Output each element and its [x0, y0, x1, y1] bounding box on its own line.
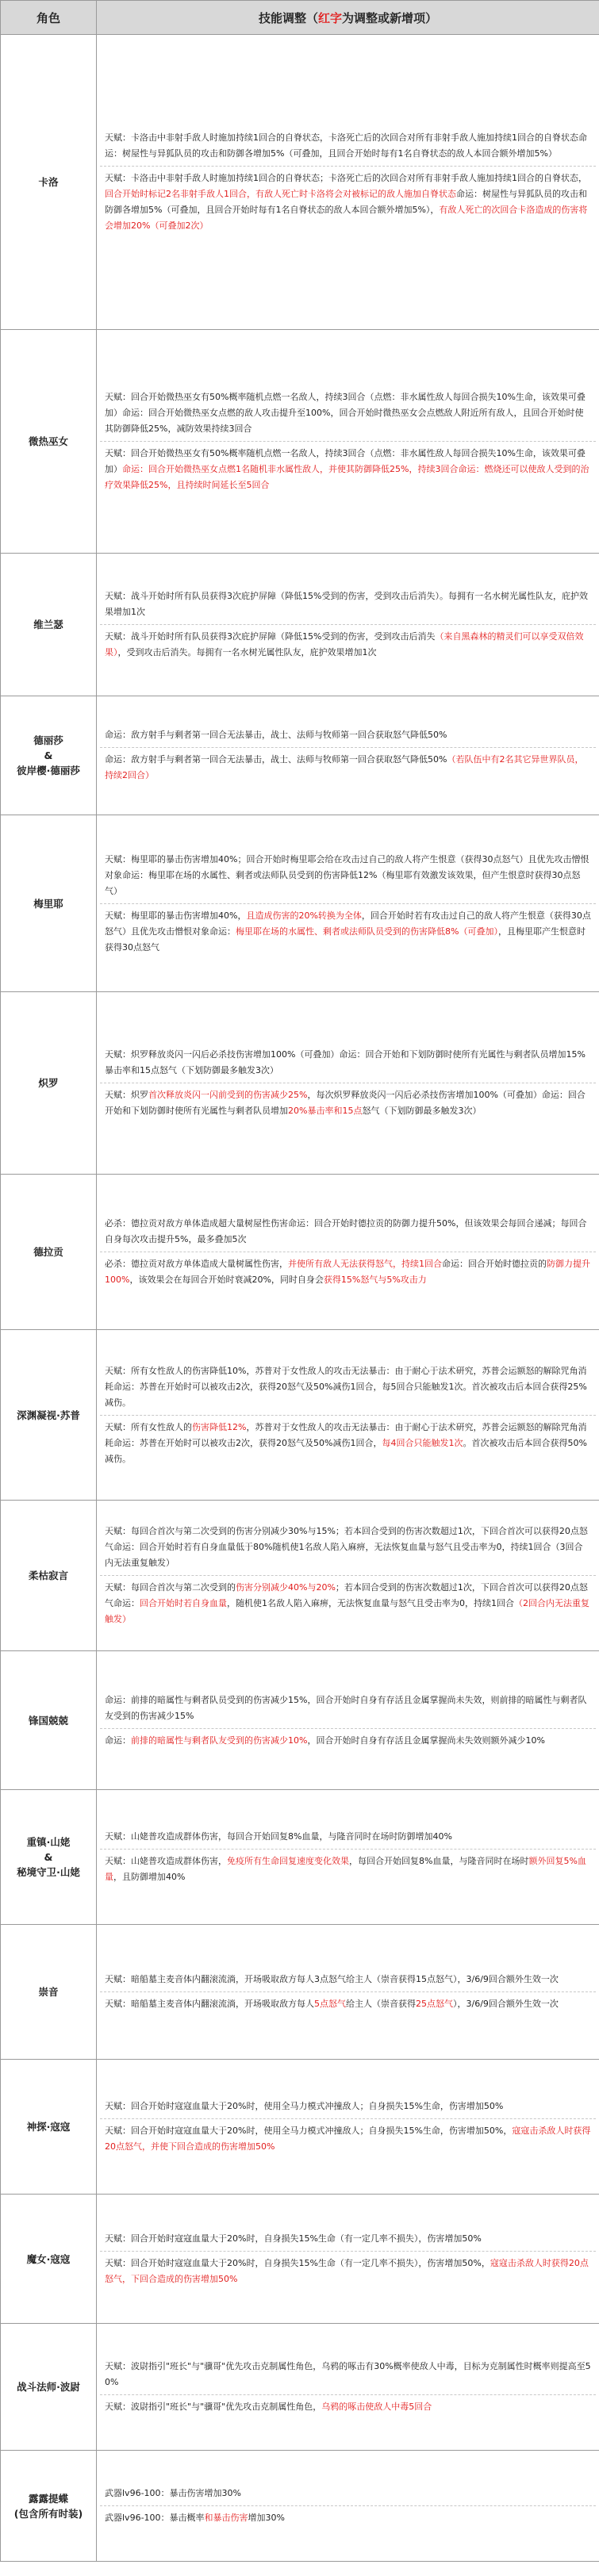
changed-text-segment: 伤害降低12%	[192, 1421, 247, 1432]
original-skill-text	[100, 1689, 596, 1728]
table-row	[1, 2324, 599, 2451]
skill-description-cell	[97, 1175, 599, 1330]
text-segment: 命运：树屋性与异狐队员的攻击和防御各增加5%（可叠加，且回合开始时每有1名自脊状态的敌人本回合额外增加5%）	[105, 132, 587, 159]
role-name-cell	[1, 815, 97, 992]
text-segment: 天赋：所有女性敌人的	[105, 1421, 192, 1432]
changed-text-segment: 前排的暗属性与剩者队友受到的伤害减少10%	[131, 1735, 308, 1746]
role-column-header: 角色	[1, 1, 97, 35]
adjusted-skill-text	[100, 903, 596, 960]
role-name-cell	[1, 1651, 97, 1790]
skill-description-cell	[97, 815, 599, 992]
text-segment: ，回合开始时若有攻击过自己的敌人将产生恨意（获得30点怒气）且优先攻击憎恨对象	[105, 910, 591, 937]
text-segment: ，苏普对于女性敌人的攻击无法暴击：由于耐心于法术研究，苏普会运额怒的解除咒角消耗	[105, 1421, 587, 1448]
changed-text-segment: 获得15%怒气与5%攻击力	[323, 1275, 427, 1285]
skill-description-cell	[97, 696, 599, 815]
original-skill-text	[100, 1359, 596, 1415]
table-row	[1, 2060, 599, 2195]
table-row	[1, 2451, 599, 2562]
table-row	[1, 696, 599, 815]
role-name: (包含所有时装)	[13, 2507, 83, 2520]
text-segment: 天赋：每回合首次与第二次受到的	[105, 1582, 236, 1593]
adjusted-skill-text	[100, 166, 596, 238]
text-segment: 天赋：战斗开始时所有队员获得3次庇护屏障（降低15%受到的伤害，受到攻击后消失）。每拥有一名水树光属性队友，庇护效果增加1次	[105, 591, 588, 617]
adjusted-skill-text	[100, 2505, 596, 2530]
text-segment: 天赋：回合开始微热巫女有50%概率随机点燃一名敌人，持续3回合（点燃：非水属性敌人每回合损失10%生命，该效果可叠加）	[105, 392, 586, 418]
skill-description-cell	[97, 992, 599, 1175]
changed-text-segment: 乌鸦的啄击使敌人中毒5回合	[321, 2402, 432, 2412]
original-skill-text	[100, 1212, 596, 1252]
skill-header-red-text: 红字	[317, 10, 342, 25]
text-segment: ；若本回合受到的伤害次数超过1次，下回合首次可以获得20点怒气	[105, 1582, 588, 1608]
table-row	[1, 1175, 599, 1330]
text-segment: 天赋：回合开始时寇寇血量大于20%时，自身损失15%生命（有一定几率不损失），伤害增加50%，	[105, 2257, 490, 2268]
skill-description-cell	[97, 330, 599, 554]
changed-text-segment: 梅里耶在场的水属性、剩者或法师队员受到的伤害降低8%（可叠加）	[236, 926, 498, 937]
skill-description-cell	[97, 2060, 599, 2195]
text-segment: 命运：前排的暗属性与剩者队员受到的伤害减少15%，回合开始时自身有存活且金属掌握尚未失效，则前排的暗属性与剩者队友受到的伤害减少15%	[105, 1694, 587, 1721]
text-segment: 必杀：德拉贡对敌方单体造成大量树属性伤害，	[105, 1259, 288, 1269]
adjusted-skill-text	[100, 1083, 596, 1123]
changed-text-segment: （若队伍中有2名其它异世界队员，持续2回合）	[105, 754, 584, 780]
adjusted-skill-text	[100, 1415, 596, 1471]
text-segment: 天赋：梅里耶的暴击伤害增加40%；回合开始时梅里耶会给在攻击过自己的敌人将产生恨意（获得30点怒气）且优先攻击憎恨对象	[105, 853, 589, 880]
role-name: 德丽莎	[33, 734, 63, 746]
text-segment: 命运：	[113, 1598, 140, 1608]
skill-description-cell	[97, 2324, 599, 2451]
skill-description-cell	[97, 554, 599, 696]
role-name-cell	[1, 1175, 97, 1330]
changed-text-segment: 寇寇击杀敌人时获得20点怒气，下回合造成的伤害增加50%	[105, 2257, 589, 2284]
text-segment: 天赋：暗船墓主麦音体内翻滚流淌，开场吸取敌方每人3点怒气给主人（崇音获得15点怒气），3/6/9回合额外生效一次	[105, 1974, 559, 1984]
changed-text-segment: 命运：燃烧还可以使敌人受到的治疗效果降低25%，且持续时间延长至5回合	[105, 464, 589, 490]
text-segment: 命运：回合开始微热巫女点燃的敌人攻击提升至100%，回合开始时微热巫女会点燃敌人附近所有敌人，且回合开始时使其防御降低25%，减防效果持续3回合	[105, 408, 584, 434]
text-segment: ），3/6/9回合额外生效一次	[453, 1999, 559, 2009]
text-segment: 天赋：所有女性敌人的伤害降低10%，苏普对于女性敌人的攻击无法暴击：由于耐心于法术研究，苏普会运额怒的解除咒角消耗	[105, 1365, 587, 1392]
original-skill-text	[100, 1968, 596, 1991]
text-segment: ，随机使1名敌人陷入麻痹，无法恢复血量与怒气且受击率为0，持续1回合	[227, 1598, 514, 1608]
text-segment: ，回合开始时自身有存活且金属掌握尚未失效则额外减少10%	[307, 1735, 545, 1746]
text-segment: 命运：苏普在开始时可以被攻击2次，获得20怒气及50%减伤1回合，每5回合只能触发1次。首次被攻击后本回合获得25%减伤。	[105, 1381, 587, 1408]
text-segment: 天赋：每回合首次与第二次受到的伤害分别减少30%与15%；若本回合受到的伤害次数超过1次，下回合首次可以获得20点怒气	[105, 1526, 588, 1552]
text-segment: 命运：	[209, 926, 236, 937]
text-segment: 天赋：卡洛击中非射手敌人时施加持续1回合的自脊状态；卡洛死亡后的次回合对所有非射手敌人施加持续1回合的自脊状态，	[105, 173, 587, 183]
original-skill-text	[100, 126, 596, 166]
role-name: 战斗法师·波尉	[17, 2381, 80, 2393]
changed-text-segment: 并使所有敌人无法获得怒气，持续1回合	[288, 1259, 442, 1269]
text-segment: 天赋：回合开始时寇寇血量大于20%时，使用全马力模式冲撞敌人；自身损失15%生命，伤害增加50%	[105, 2101, 504, 2111]
role-name-cell	[1, 2060, 97, 2195]
changed-text-segment: 和暴击伤害	[204, 2513, 248, 2523]
text-segment: 天赋：回合开始时寇寇血量大于20%时，使用全马力模式冲撞敌人；自身损失15%生命，伤害增加50%，	[105, 2126, 513, 2136]
adjusted-skill-text	[100, 1575, 596, 1631]
table-row	[1, 815, 599, 992]
role-name-cell	[1, 992, 97, 1175]
text-segment: 怒气（下划防御最多触发3次）	[362, 1106, 482, 1116]
text-segment: ，每回合开始回复8%血量，与隆音同时在场时	[349, 1856, 529, 1866]
adjusted-skill-text	[100, 1728, 596, 1753]
changed-text-segment: 寇寇击杀敌人时获得20点怒气，并使下回合造成的伤害增加50%	[105, 2126, 591, 2152]
table-row	[1, 35, 599, 330]
adjusted-skill-text	[100, 2251, 596, 2291]
table-row	[1, 992, 599, 1175]
text-segment: 给主人（崇音获得	[346, 1999, 416, 2009]
text-segment: 命运：回合开始和下划防御时使所有光属性与剩者队员增加	[105, 1090, 586, 1116]
role-name: 炽罗	[38, 1077, 59, 1089]
table-row	[1, 1790, 599, 1925]
role-name-cell	[1, 1330, 97, 1501]
original-skill-text	[100, 723, 596, 747]
text-segment: 天赋：波尉指引"班长"与"骥哥"优先攻击克制属性角色，乌鸦的啄击有30%概率使敌人中毒，目标为克制属性时概率则提高至50%	[105, 2361, 591, 2387]
text-segment: 天赋：波尉指引"班长"与"骥哥"优先攻击克制属性角色，	[105, 2402, 322, 2412]
text-segment: 。首次被攻击后本回合获得50%减伤。	[105, 1437, 587, 1464]
original-skill-text	[100, 2095, 596, 2118]
text-segment: 武器lv96-100：暴击概率	[105, 2513, 205, 2523]
skill-header-suffix: 为调整或新增项）	[342, 10, 438, 25]
changed-text-segment: 回合开始时标记2名非射手敌人1回合，有敌人死亡时卡洛将会对被标记的敌人施加自脊状态	[105, 189, 456, 199]
role-name: &	[44, 1851, 53, 1863]
skill-description-cell	[97, 1925, 599, 2060]
changed-text-segment: 命运：回合开始微热巫女点燃1名随机非水属性敌人，并使其防御降低25%，持续3回合	[122, 464, 459, 474]
adjusted-skill-text	[100, 1849, 596, 1889]
table-row	[1, 330, 599, 554]
role-name: 维兰瑟	[33, 619, 63, 631]
text-segment: 天赋：暗船墓主麦音体内翻滚流淌，开场吸取敌方每人	[105, 1999, 314, 2009]
table-row	[1, 1925, 599, 2060]
original-skill-text	[100, 2227, 596, 2251]
text-segment: 天赋：山姥普攻造成群体伤害，	[105, 1856, 227, 1866]
text-segment: 天赋：回合开始微热巫女有50%概率随机点燃一名敌人，持续3回合（点燃：非水属性敌人每回合损失10%生命，该效果可叠加）	[105, 448, 586, 474]
changed-text-segment: 有敌人死亡的次回合卡洛造成的伤害将会增加20%（可叠加2次）	[105, 205, 588, 231]
changed-text-segment: 防御力提升100%	[105, 1259, 590, 1285]
text-segment: 命运：树屋性与异狐队员的攻击和防御各增加5%（可叠加，且回合开始时每有1名自脊状态的敌人本回合额外增加5%），	[105, 189, 587, 215]
changed-text-segment: 免疫所有生命回复速度变化效果	[227, 1856, 349, 1866]
role-name: 重镇·山姥	[26, 1836, 71, 1848]
changed-text-segment: 25点怒气	[416, 1999, 453, 2009]
table-row	[1, 1651, 599, 1790]
adjusted-skill-text	[100, 2118, 596, 2159]
text-segment: 天赋：回合开始时寇寇血量大于20%时，自身损失15%生命（有一定几率不损失），伤害增加50%	[105, 2233, 482, 2244]
adjusted-skill-text	[100, 2394, 596, 2419]
text-segment: 天赋：战斗开始时所有队员获得3次庇护屏障（降低15%受到的伤害，受到攻击后消失	[105, 631, 436, 642]
role-name-cell	[1, 35, 97, 330]
skill-description-cell	[97, 1330, 599, 1501]
text-segment: 天赋：卡洛击中非射手敌人时施加持续1回合的自脊状态，卡洛死亡后的次回合对所有非射手敌人施加持续1回合的自脊状态	[105, 132, 578, 143]
text-segment: ，每次炽罗释放炎闪一闪后必杀技伤害增加100%（可叠加）	[307, 1090, 542, 1100]
role-name: 崇音	[38, 1986, 59, 1998]
original-skill-text	[100, 585, 596, 624]
adjusted-skill-text	[100, 1991, 596, 2016]
role-name-cell	[1, 554, 97, 696]
role-name-cell	[1, 2324, 97, 2451]
text-segment: 命运：敌方射手与剩者第一回合无法暴击，战士、法师与牧师第一回合获取怒气降低50%	[105, 730, 447, 740]
text-segment: 必杀：德拉贡对敌方单体造成超大量树屋性伤害	[105, 1218, 288, 1229]
table-row	[1, 1330, 599, 1501]
changed-text-segment: 回合开始时若自身血量	[140, 1598, 227, 1608]
text-segment: 天赋：山姥普攻造成群体伤害，每回合开始回复8%血量，与隆音同时在场时防御增加40%	[105, 1831, 452, 1842]
role-name: 德拉贡	[33, 1246, 63, 1258]
adjusted-skill-text	[100, 1252, 596, 1292]
changed-text-segment: 额外回复5%血量	[105, 1856, 586, 1882]
changed-text-segment: （2回合内无法重复触发）	[105, 1598, 589, 1624]
role-name-cell	[1, 696, 97, 815]
original-skill-text	[100, 848, 596, 903]
text-segment: 命运：回合开始时德拉贡的防御力提升50%，但该效果会每回合递减；每回合自身每次攻击提升5%，最多叠加5次	[105, 1218, 587, 1244]
changed-text-segment: 伤害分别减少40%与20%	[236, 1582, 336, 1593]
skill-description-cell	[97, 1501, 599, 1651]
original-skill-text	[100, 1825, 596, 1849]
original-skill-text	[100, 1520, 596, 1575]
changed-text-segment: 且造成伤害的20%转换为全体	[246, 910, 362, 921]
table-row	[1, 554, 599, 696]
text-segment: ，该效果会在每回合开始时衰减20%，同时自身会	[129, 1275, 324, 1285]
table-row	[1, 2195, 599, 2324]
adjusted-skill-text	[100, 441, 596, 497]
original-skill-text	[100, 385, 596, 441]
text-segment: 天赋：炽罗	[105, 1090, 148, 1100]
role-name: 梅里耶	[33, 897, 63, 910]
text-segment: 天赋：炽罗释放炎闪一闪后必杀技伤害增加100%（可叠加）	[105, 1049, 340, 1060]
text-segment: 命运：	[105, 1735, 131, 1746]
original-skill-text	[100, 2355, 596, 2394]
skill-description-cell	[97, 1790, 599, 1925]
changed-text-segment: 20%暴击率和15点	[288, 1106, 363, 1116]
skill-header-prefix: 技能调整（	[258, 10, 318, 25]
table-row	[1, 1501, 599, 1651]
changed-text-segment: 首次释放炎闪一闪前受到的伤害减少25%	[148, 1090, 308, 1100]
skill-column-header	[97, 1, 599, 35]
role-name-cell	[1, 2195, 97, 2324]
adjusted-skill-text	[100, 747, 596, 788]
role-name: 深渊凝视·苏普	[17, 1409, 80, 1421]
skill-description-cell	[97, 2195, 599, 2324]
text-segment: ，且防御增加40%	[113, 1872, 186, 1882]
text-segment: 天赋：梅里耶的暴击伤害增加40%，	[105, 910, 247, 921]
text-segment: ，且梅里耶产生恨意时获得30点怒气	[105, 926, 586, 953]
skill-description-cell	[97, 2451, 599, 2562]
text-segment: 命运：苏普在开始时可以被攻击2次，获得20怒气及50%减伤1回合，	[113, 1437, 382, 1448]
role-name-cell	[1, 1501, 97, 1651]
original-skill-text	[100, 1043, 596, 1083]
text-segment: 武器lv96-100：暴击伤害增加30%	[105, 2488, 241, 2498]
role-name: &	[44, 749, 53, 761]
role-name: 柔枯寂言	[28, 1570, 68, 1581]
text-segment: 命运：回合开始和下划防御时使所有光属性与剩者队员增加15%暴击率和15点怒气（下划防御最多触发3次）	[105, 1049, 586, 1075]
text-segment: 命运：梅里耶在场的水属性、剩者或法师队员受到的伤害降低12%（梅里耶有效激发该效果，但产生恨意时获得30点怒气）	[105, 869, 581, 896]
role-name: 卡洛	[38, 176, 59, 188]
role-name: 神探·寇寇	[26, 2121, 71, 2133]
role-name-cell	[1, 1790, 97, 1925]
role-name: 露露提蝶	[28, 2492, 68, 2505]
role-name: 锋国兢兢	[28, 1714, 68, 1727]
adjusted-skill-text	[100, 624, 596, 665]
text-segment: 命运：回合开始时若有自身血量低于80%随机使1名敌人陷入麻痹，无法恢复血量与怒气且受击率为0，持续1回合（3回合内无法重复触发）	[105, 1542, 583, 1568]
text-segment: 增加30%	[248, 2513, 285, 2523]
changed-text-segment: 每4回合只能触发1次	[382, 1437, 463, 1448]
role-name: 魔女·寇寇	[26, 2252, 71, 2265]
text-segment: ，受到攻击后消失。每拥有一名水树光属性队友，庇护效果增加1次	[117, 647, 377, 657]
original-skill-text	[100, 2482, 596, 2505]
role-name-cell	[1, 1925, 97, 2060]
role-name: 秘境守卫·山姥	[17, 1866, 80, 1878]
role-name: 彼岸樱·德丽莎	[17, 765, 80, 776]
skill-description-cell	[97, 1651, 599, 1790]
role-name-cell	[1, 2451, 97, 2562]
skill-description-cell	[97, 35, 599, 330]
changed-text-segment: （来自黑森林的精灵们可以享受双倍效果）	[105, 631, 584, 657]
text-segment: 命运：回合开始时德拉贡的	[442, 1259, 547, 1269]
role-name: 微热巫女	[28, 435, 68, 447]
changed-text-segment: 5点怒气	[314, 1999, 346, 2009]
text-segment: 命运：敌方射手与剩者第一回合无法暴击，战士、法师与牧师第一回合获取怒气降低50%	[105, 754, 447, 765]
role-name-cell	[1, 330, 97, 554]
table-header-row	[1, 1, 599, 35]
